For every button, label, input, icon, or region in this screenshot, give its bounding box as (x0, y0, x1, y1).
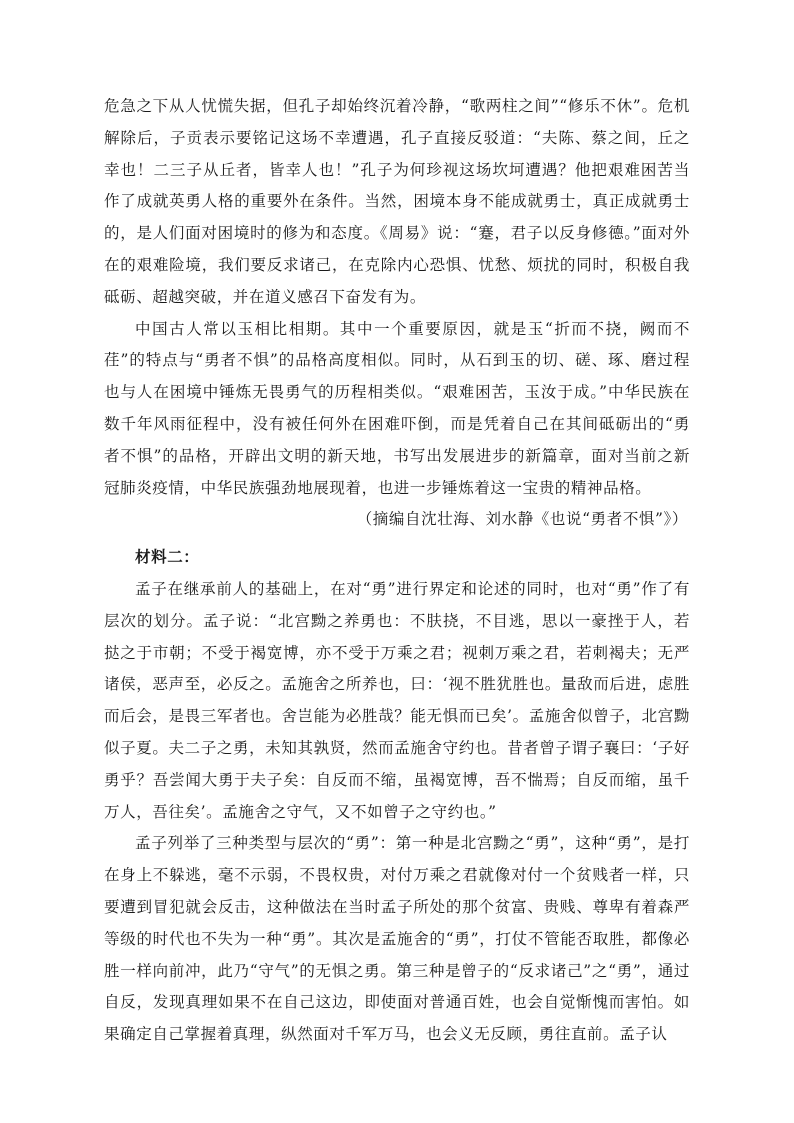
body-paragraph: 危急之下从人忧慌失据，但孔子却始终沉着冷静，“歌两柱之间”“修乐不休”。危机解除后，子贡表示要铭记这场不幸遭遇，孔子直接反驳道：“夫陈、蔡之间，丘之幸也！二三子从丘者，皆幸人也！”孔子为何珍视这场坎坷遭遇？他把艰难困苦当作了成就英勇人格的重要外在条件。当然，困境本身不能成就勇士，真正成就勇士的，是人们面对困境时的修为和态度。《周易》说：“蹇，君子以反身修德。”面对外在的艰难险境，我们要反求诸己，在克除内心恐惧、忧愁、烦扰的同时，积极自我砥砺、超越突破，并在道义感召下奋发有为。 (104, 97, 690, 306)
source-citation: （摘编自沈壮海、刘水静《也说“勇者不惧”》） (356, 510, 688, 529)
body-paragraph: 孟子列举了三种类型与层次的“勇”：第一种是北宫黝之“勇”，这种“勇”，是打在身上不躲逃，毫不示弱，不畏权贵，对付万乘之君就像对付一个贫贱者一样，只要遭到冒犯就会反击，这种做法在当时孟子所处的那个贫富、贵贱、尊卑有着森严等级的时代也不失为一种“勇”。其次是孟施舍的“勇”，打仗不管能否取胜，都像必胜一样向前冲，此乃“守气”的无惧之勇。第三种是曾子的“反求诸己”之“勇”，通过自反，发现真理如果不在自己这边，即使面对普通百姓，也会自觉惭愧而害怕。如果确定自己掌握着真理，纵然面对千军万马，也会义无反顾，勇往直前。孟子认 (104, 834, 690, 1044)
section-heading: 材料二： (135, 548, 200, 567)
body-paragraph: 孟子在继承前人的基础上，在对“勇”进行界定和论述的同时，也对“勇”作了有层次的划分。孟子说：“北宫黝之养勇也：不肤挠，不目逃，思以一豪挫于人，若挞之于市朝；不受于褐宽博，亦不受于万乘之君；视刺万乘之君，若刺褐夫；无严诸侯，恶声至，必反之。孟施舍之所养也，曰：‘视不胜犹胜也。量敌而后进，虑胜而后会，是畏三军者也。舍岂能为必胜哉？能无惧而已矣’。孟施舍似曾子，北宫黝似子夏。夫二子之勇，未知其孰贤，然而孟施舍守约也。昔者曾子谓子襄曰：‘子好勇乎？吾尝闻大勇于夫子矣：自反而不缩，虽褐宽博，吾不惴焉；自反而缩，虽千万人，吾往矣’。孟施舍之守气，又不如曾子之守约也。” (104, 579, 690, 821)
document-body (104, 91, 690, 1051)
body-paragraph: 中国古人常以玉相比相期。其中一个重要原因，就是玉“折而不挠，阙而不荏”的特点与“勇者不惧”的品格高度相似。同时，从石到玉的切、磋、琢、磨过程也与人在困境中锤炼无畏勇气的历程相类似。“艰难困苦，玉汝于成。”中华民族在数千年风雨征程中，没有被任何外在困难吓倒，而是凭着自己在其间砥砺出的“勇者不惧”的品格，开辟出文明的新天地，书写出发展进步的新篇章，面对当前之新冠肺炎疫情，中华民族强劲地展现着，也进一步锤炼着这一宝贵的精神品格。 (104, 319, 690, 497)
